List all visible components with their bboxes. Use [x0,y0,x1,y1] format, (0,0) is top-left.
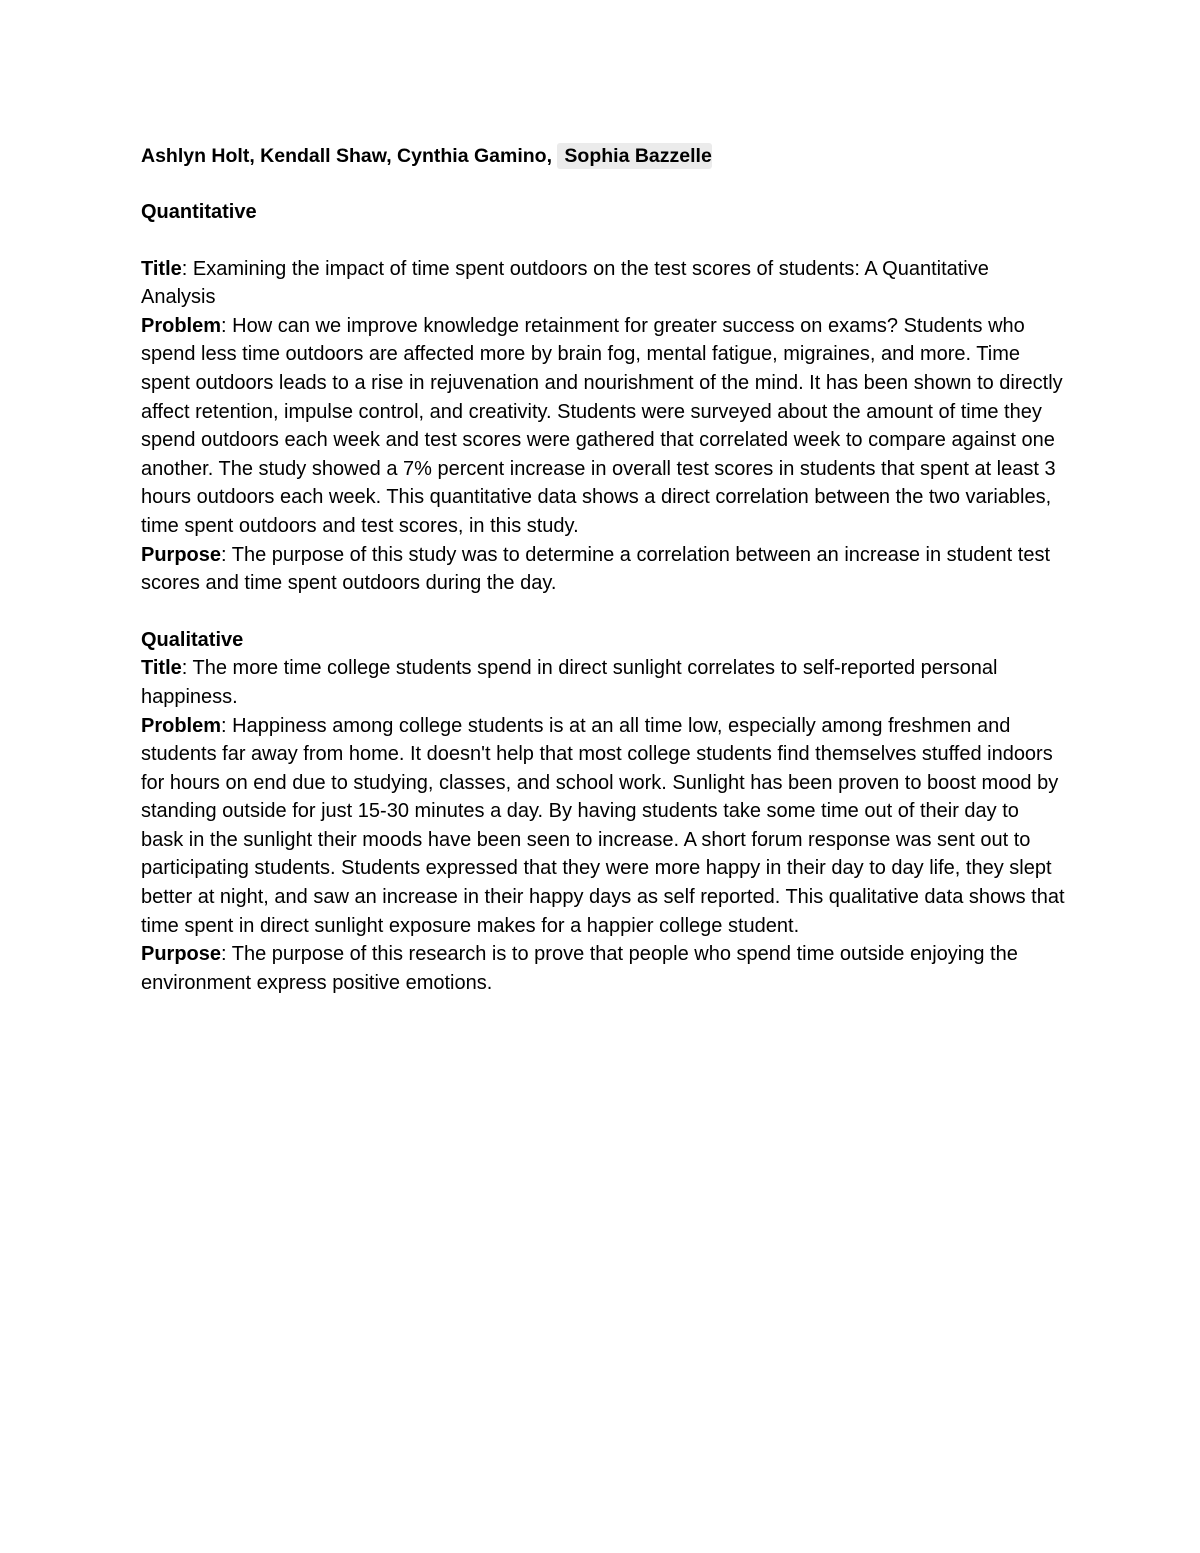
qualitative-purpose [141,940,1066,997]
qualitative-title-text: : The more time college students spend in direct sunlight correlates to self-reported personal happiness. [141,657,998,708]
qualitative-heading: Qualitative [141,628,244,651]
quantitative-purpose-label: Purpose [141,543,222,566]
quantitative-title-label: Title [141,257,182,280]
qualitative-title [141,654,1066,711]
quantitative-title-text: : Examining the impact of time spent outdoors on the test scores of students: A Quantitative Analysis [141,257,989,309]
author-line [141,140,1066,172]
qualitative-title-label: Title [141,657,182,680]
document-page [141,140,1066,997]
qualitative-purpose-label: Purpose [141,943,222,966]
qualitative-problem [141,712,1066,941]
quantitative-problem-text: : How can we improve knowledge retainment for greater success on exams? Students who spend less time outdoors are affected more by brain fog, mental fatigue, migraines, and more. Time spent outdoors leads to a rise in rejuvenation and nourishment of the mind. It has been shown to directly affect retention, impulse control, and creativity. Students were surveyed about the amount of time they spend outdoors each week and test scores were gathered that correlated week to compare against one another. The study showed a 7% percent increase in overall test scores in students that spent at least 3 hours outdoors each week. This quantitative data shows a direct correlation between the two variables, time spent outdoors and test scores, in this study. [141,314,1063,537]
quantitative-purpose [141,541,1066,598]
qualitative-problem-text: : Happiness among college students is at an all time low, especially among freshmen and students far away from home. It doesn't help that most college students find themselves stuffed indoors for hours on end due to studying, classes, and school work. Sunlight has been proven to boost mood by standing outside for just 15-30 minutes a day. By having students take some time out of their day to bask in the sunlight their moods have been seen to increase. A short forum response was sent out to participating students. Students expressed that they were more happy in their day to day life, they slept better at night, and saw an increase in their happy days as self reported. This qualitative data shows that time spent in direct sunlight exposure makes for a happier college student. [141,714,1065,937]
quantitative-problem-label: Problem [141,314,222,337]
highlighted-author-name: Sophia Bazzelle [557,143,711,169]
author-names: Ashlyn Holt, Kendall Shaw, Cynthia Gamino, [141,145,552,167]
quantitative-title [141,255,1066,312]
qualitative-purpose-text: : The purpose of this research is to prove that people who spend time outside enjoying the environment express positive emotions. [141,943,1018,994]
quantitative-purpose-text: : The purpose of this study was to determine a correlation between an increase in student test scores and time spent outdoors during the day. [141,543,1051,595]
quantitative-problem [141,312,1066,541]
qualitative-problem-label: Problem [141,714,222,737]
quantitative-heading: Quantitative [141,201,257,223]
